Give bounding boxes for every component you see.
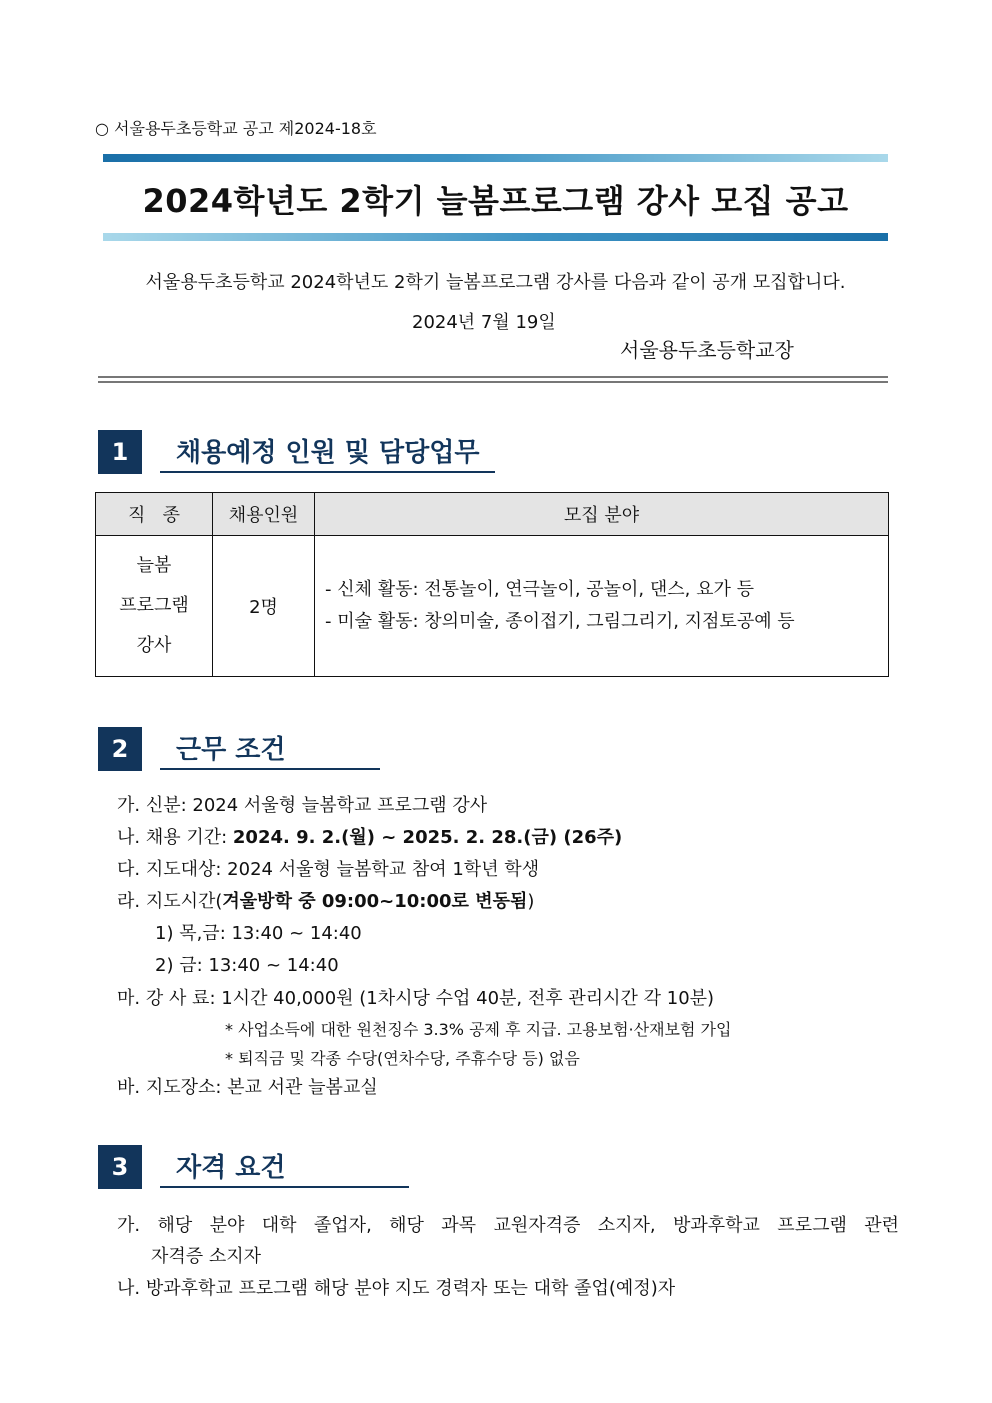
title-top-bar bbox=[103, 154, 888, 162]
hire-count-cell: 2명 bbox=[213, 536, 315, 677]
condition-fee: 마. 강 사 료: 1시간 40,000원 (1차시당 수업 40분, 전후 관리시간 각 10분) bbox=[117, 988, 715, 1009]
section-1-title: 채용예정 인원 및 담당업무 bbox=[160, 432, 495, 473]
intro-text: 서울용두초등학교 2024학년도 2학기 늘봄프로그램 강사를 다음과 같이 공개 모집합니다. bbox=[145, 272, 846, 293]
section-2-number: 2 bbox=[98, 727, 142, 771]
field-art: - 미술 활동: 창의미술, 종이접기, 그림그리기, 지점토공예 등 bbox=[325, 611, 795, 632]
time-schedule-1: 1) 목,금: 13:40 ~ 14:40 bbox=[155, 923, 362, 944]
header-job-type: 직 종 bbox=[96, 493, 213, 536]
time-label: 라. 지도시간( bbox=[117, 891, 223, 912]
period-label: 나. 채용 기간: bbox=[117, 827, 233, 848]
notice-number: ○ 서울용두초등학교 공고 제2024-18호 bbox=[95, 119, 377, 138]
fee-note-2: * 퇴직금 및 각종 수당(연차수당, 주휴수당 등) 없음 bbox=[225, 1049, 580, 1068]
section-3-number: 3 bbox=[98, 1145, 142, 1189]
fee-note-1: * 사업소득에 대한 원천징수 3.3% 공제 후 지급. 고용보험·산재보험 가입 bbox=[225, 1020, 732, 1039]
field-physical: - 신체 활동: 전통놀이, 연극놀이, 공놀이, 댄스, 요가 등 bbox=[325, 579, 754, 600]
qualification-a-line-2: 자격증 소지자 bbox=[151, 1246, 262, 1267]
condition-target: 다. 지도대상: 2024 서울형 늘봄학교 참여 1학년 학생 bbox=[117, 859, 540, 880]
page-title: 2024학년도 2학기 늘봄프로그램 강사 모집 공고 bbox=[142, 182, 849, 220]
title-bottom-bar bbox=[103, 233, 888, 241]
fields-cell bbox=[315, 536, 889, 677]
qualification-a-line-1: 가. 해당 분야 대학 졸업자, 해당 과목 교원자격증 소지자, 방과후학교 프로그램 관련 bbox=[117, 1215, 899, 1236]
period-value: 2024. 9. 2.(월) ~ 2025. 2. 28.(금) (26주) bbox=[232, 827, 623, 848]
time-close: ) bbox=[527, 891, 535, 912]
condition-period bbox=[117, 823, 622, 849]
time-winter-note: 겨울방학 중 09:00~10:00로 변동됨 bbox=[222, 891, 528, 912]
condition-status: 가. 신분: 2024 서울형 늘봄학교 프로그램 강사 bbox=[117, 795, 488, 816]
header-fields: 모집 분야 bbox=[315, 493, 889, 536]
job-type-cell bbox=[96, 536, 213, 677]
condition-time bbox=[117, 887, 534, 913]
table-row bbox=[96, 536, 889, 677]
job-line-3: 강사 bbox=[136, 635, 172, 656]
qualification-b: 나. 방과후학교 프로그램 해당 분야 지도 경력자 또는 대학 졸업(예정)자 bbox=[117, 1278, 676, 1299]
header-hire-count: 채용인원 bbox=[213, 493, 315, 536]
header-divider bbox=[98, 376, 888, 383]
recruitment-table bbox=[95, 492, 889, 677]
condition-place: 바. 지도장소: 본교 서관 늘봄교실 bbox=[117, 1077, 378, 1098]
time-schedule-2: 2) 금: 13:40 ~ 14:40 bbox=[155, 955, 339, 976]
job-line-2: 프로그램 bbox=[119, 595, 189, 616]
section-2-title: 근무 조건 bbox=[160, 729, 380, 770]
table-header-row bbox=[96, 493, 889, 536]
notice-date: 2024년 7월 19일 bbox=[412, 312, 556, 333]
principal-signature: 서울용두초등학교장 bbox=[620, 338, 794, 362]
section-3-title: 자격 요건 bbox=[160, 1147, 409, 1188]
section-1-number: 1 bbox=[98, 430, 142, 474]
job-line-1: 늘봄 bbox=[136, 555, 172, 576]
